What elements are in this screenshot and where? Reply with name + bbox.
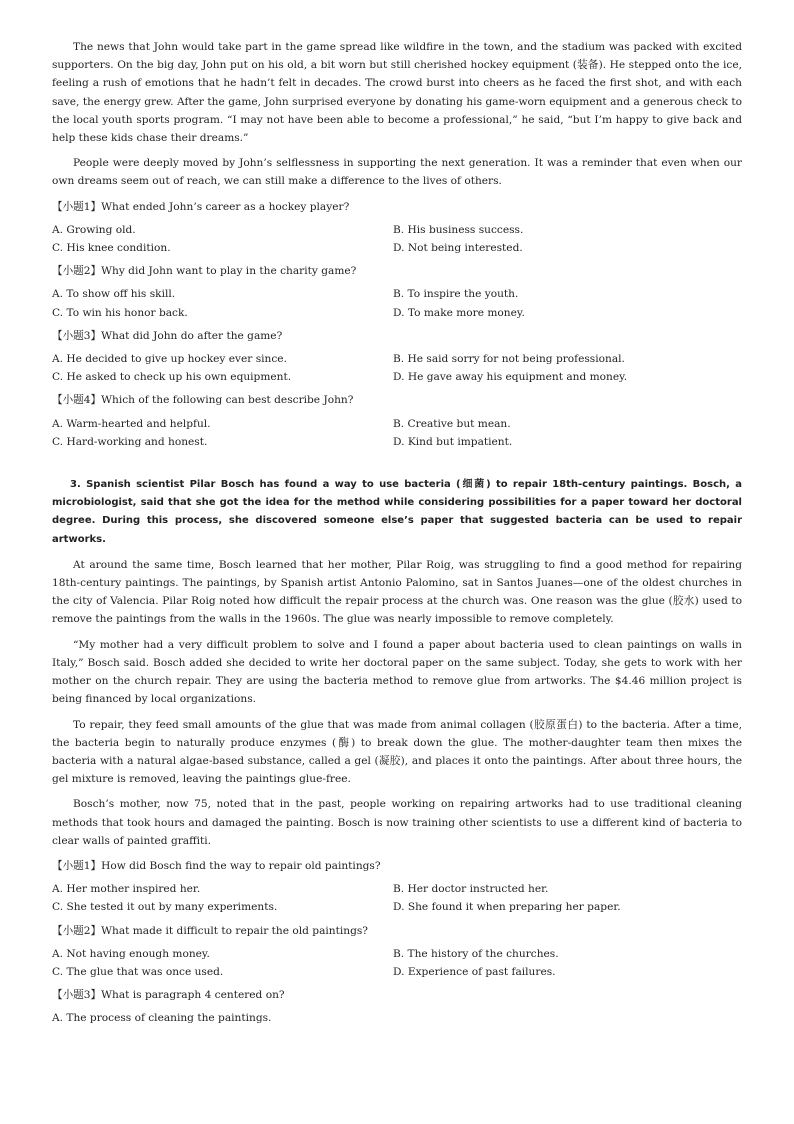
option-c: C. Hard-working and honest. [52,435,208,448]
option-grid [52,945,742,981]
passage2-paragraph: People were deeply moved by John’s selflessness in supporting the next generation. It was a reminder that even when our own dreams seem out of reach, we can still make a difference to the lives of others. [52,157,742,188]
option-c: C. She tested it out by many experiments. [52,901,278,914]
option-grid [52,1009,742,1027]
option-grid [52,415,742,451]
option-b: B. Her doctor instructed her. [393,883,549,896]
option-d: D. Kind but impatient. [393,435,513,448]
option-c: C. His knee condition. [52,242,171,255]
option-d: D. She found it when preparing her paper. [393,901,621,914]
option-b: B. To inspire the youth. [393,288,519,301]
passage3-intro [52,476,742,549]
question-stem: 【小题4】Which of the following can best describe John? [52,394,354,407]
option-a: A. Warm-hearted and helpful. [52,417,211,430]
option-grid [52,221,742,257]
passage2-paragraph: The news that John would take part in the game spread like wildfire in the town, and the stadium was packed with excited supporters. On the big day, John put on his old, a bit worn but still cherished hockey equipment (装备). He stepped onto the ice, feeling a rush of emotions that he hadn’t felt in decades. The crowd burst into cheers as he faced the first shot, and with each save, the energy grew. After the game, John surprised everyone by donating his game-worn equipment and a generous check to the local youth sports program. “I may not have been able to become a professional,” he said, “but I’m happy to give back and help these kids chase their dreams.” [52,41,742,145]
option-d: D. Experience of past failures. [393,965,556,978]
option-a: A. Not having enough money. [52,947,210,960]
option-b: B. He said sorry for not being professional. [393,353,625,366]
option-a: A. Growing old. [52,223,136,236]
passage3-intro-text: Spanish scientist Pilar Bosch has found a way to use bacteria (细菌) to repair 18th-century paintings. Bosch, a microbiologist, said that she got the idea for the method while considering possibilities for a paper toward her doctoral degree. During this process, she discovered someone else’s paper that suggested bacteria can be used to repair artworks. [52,479,742,545]
option-grid [52,880,742,916]
passage3-paragraph: Bosch’s mother, now 75, noted that in the past, people working on repairing artworks had to use traditional cleaning methods that took hours and damaged the painting. Bosch is now training other scientists to use a different kind of bacteria to clear walls of painted graffiti. [52,798,742,847]
option-grid [52,285,742,321]
option-grid [52,350,742,386]
question-stem: 【小题2】What made it difficult to repair the old paintings? [52,924,368,937]
option-d: D. To make more money. [393,306,525,319]
option-a: A. Her mother inspired her. [52,883,201,896]
option-b: B. His business success. [393,223,524,236]
section-gap [52,456,742,476]
question-stem: 【小题1】What ended John’s career as a hockey player? [52,200,350,213]
exam-page [52,38,742,1033]
question-stem: 【小题3】What is paragraph 4 centered on? [52,989,285,1002]
question-stem: 【小题2】Why did John want to play in the charity game? [52,265,357,278]
passage3-paragraph: “My mother had a very difficult problem to solve and I found a paper about bacteria used to clean paintings on walls in Italy,” Bosch said. Bosch added she decided to write her doctoral paper on the same subject. Today, she gets to work with her mother on the church repair. They are using the bacteria method to remove glue from artworks. The $4.46 million project is being financed by local organizations. [52,638,742,706]
option-d: D. He gave away his equipment and money. [393,371,628,384]
question-stem: 【小题1】How did Bosch find the way to repair old paintings? [52,859,381,872]
option-a: A. The process of cleaning the paintings. [52,1012,272,1025]
question-stem: 【小题3】What did John do after the game? [52,329,283,342]
option-d: D. Not being interested. [393,242,523,255]
passage3-paragraph: At around the same time, Bosch learned that her mother, Pilar Roig, was struggling to find a good method for repairing 18th-century paintings. The paintings, by Spanish artist Antonio Palomino, sat in Santos Juanes—one of the oldest churches in the city of Valencia. Pilar Roig noted how difficult the repair process at the church was. One reason was the glue (胶水) used to remove the paintings from the walls in the 1960s. The glue was nearly impossible to remove completely. [52,558,742,626]
option-a: A. He decided to give up hockey ever since. [52,353,287,366]
option-b: B. Creative but mean. [393,417,511,430]
option-a: A. To show off his skill. [52,288,176,301]
passage-number: 3. [70,479,81,491]
option-c: C. To win his honor back. [52,306,188,319]
option-c: C. The glue that was once used. [52,965,224,978]
option-b: B. The history of the churches. [393,947,559,960]
passage3-paragraph: To repair, they feed small amounts of the glue that was made from animal collagen (胶原蛋白) to the bacteria. After a time, the bacteria begin to naturally produce enzymes (酶) to break down the glue. The mother-daughter team then mixes the bacteria with a natural algae-based substance, called a gel (凝胶), and places it onto the paintings. After about three hours, the gel mixture is removed, leaving the paintings glue-free. [52,718,742,786]
option-c: C. He asked to check up his own equipment. [52,371,292,384]
